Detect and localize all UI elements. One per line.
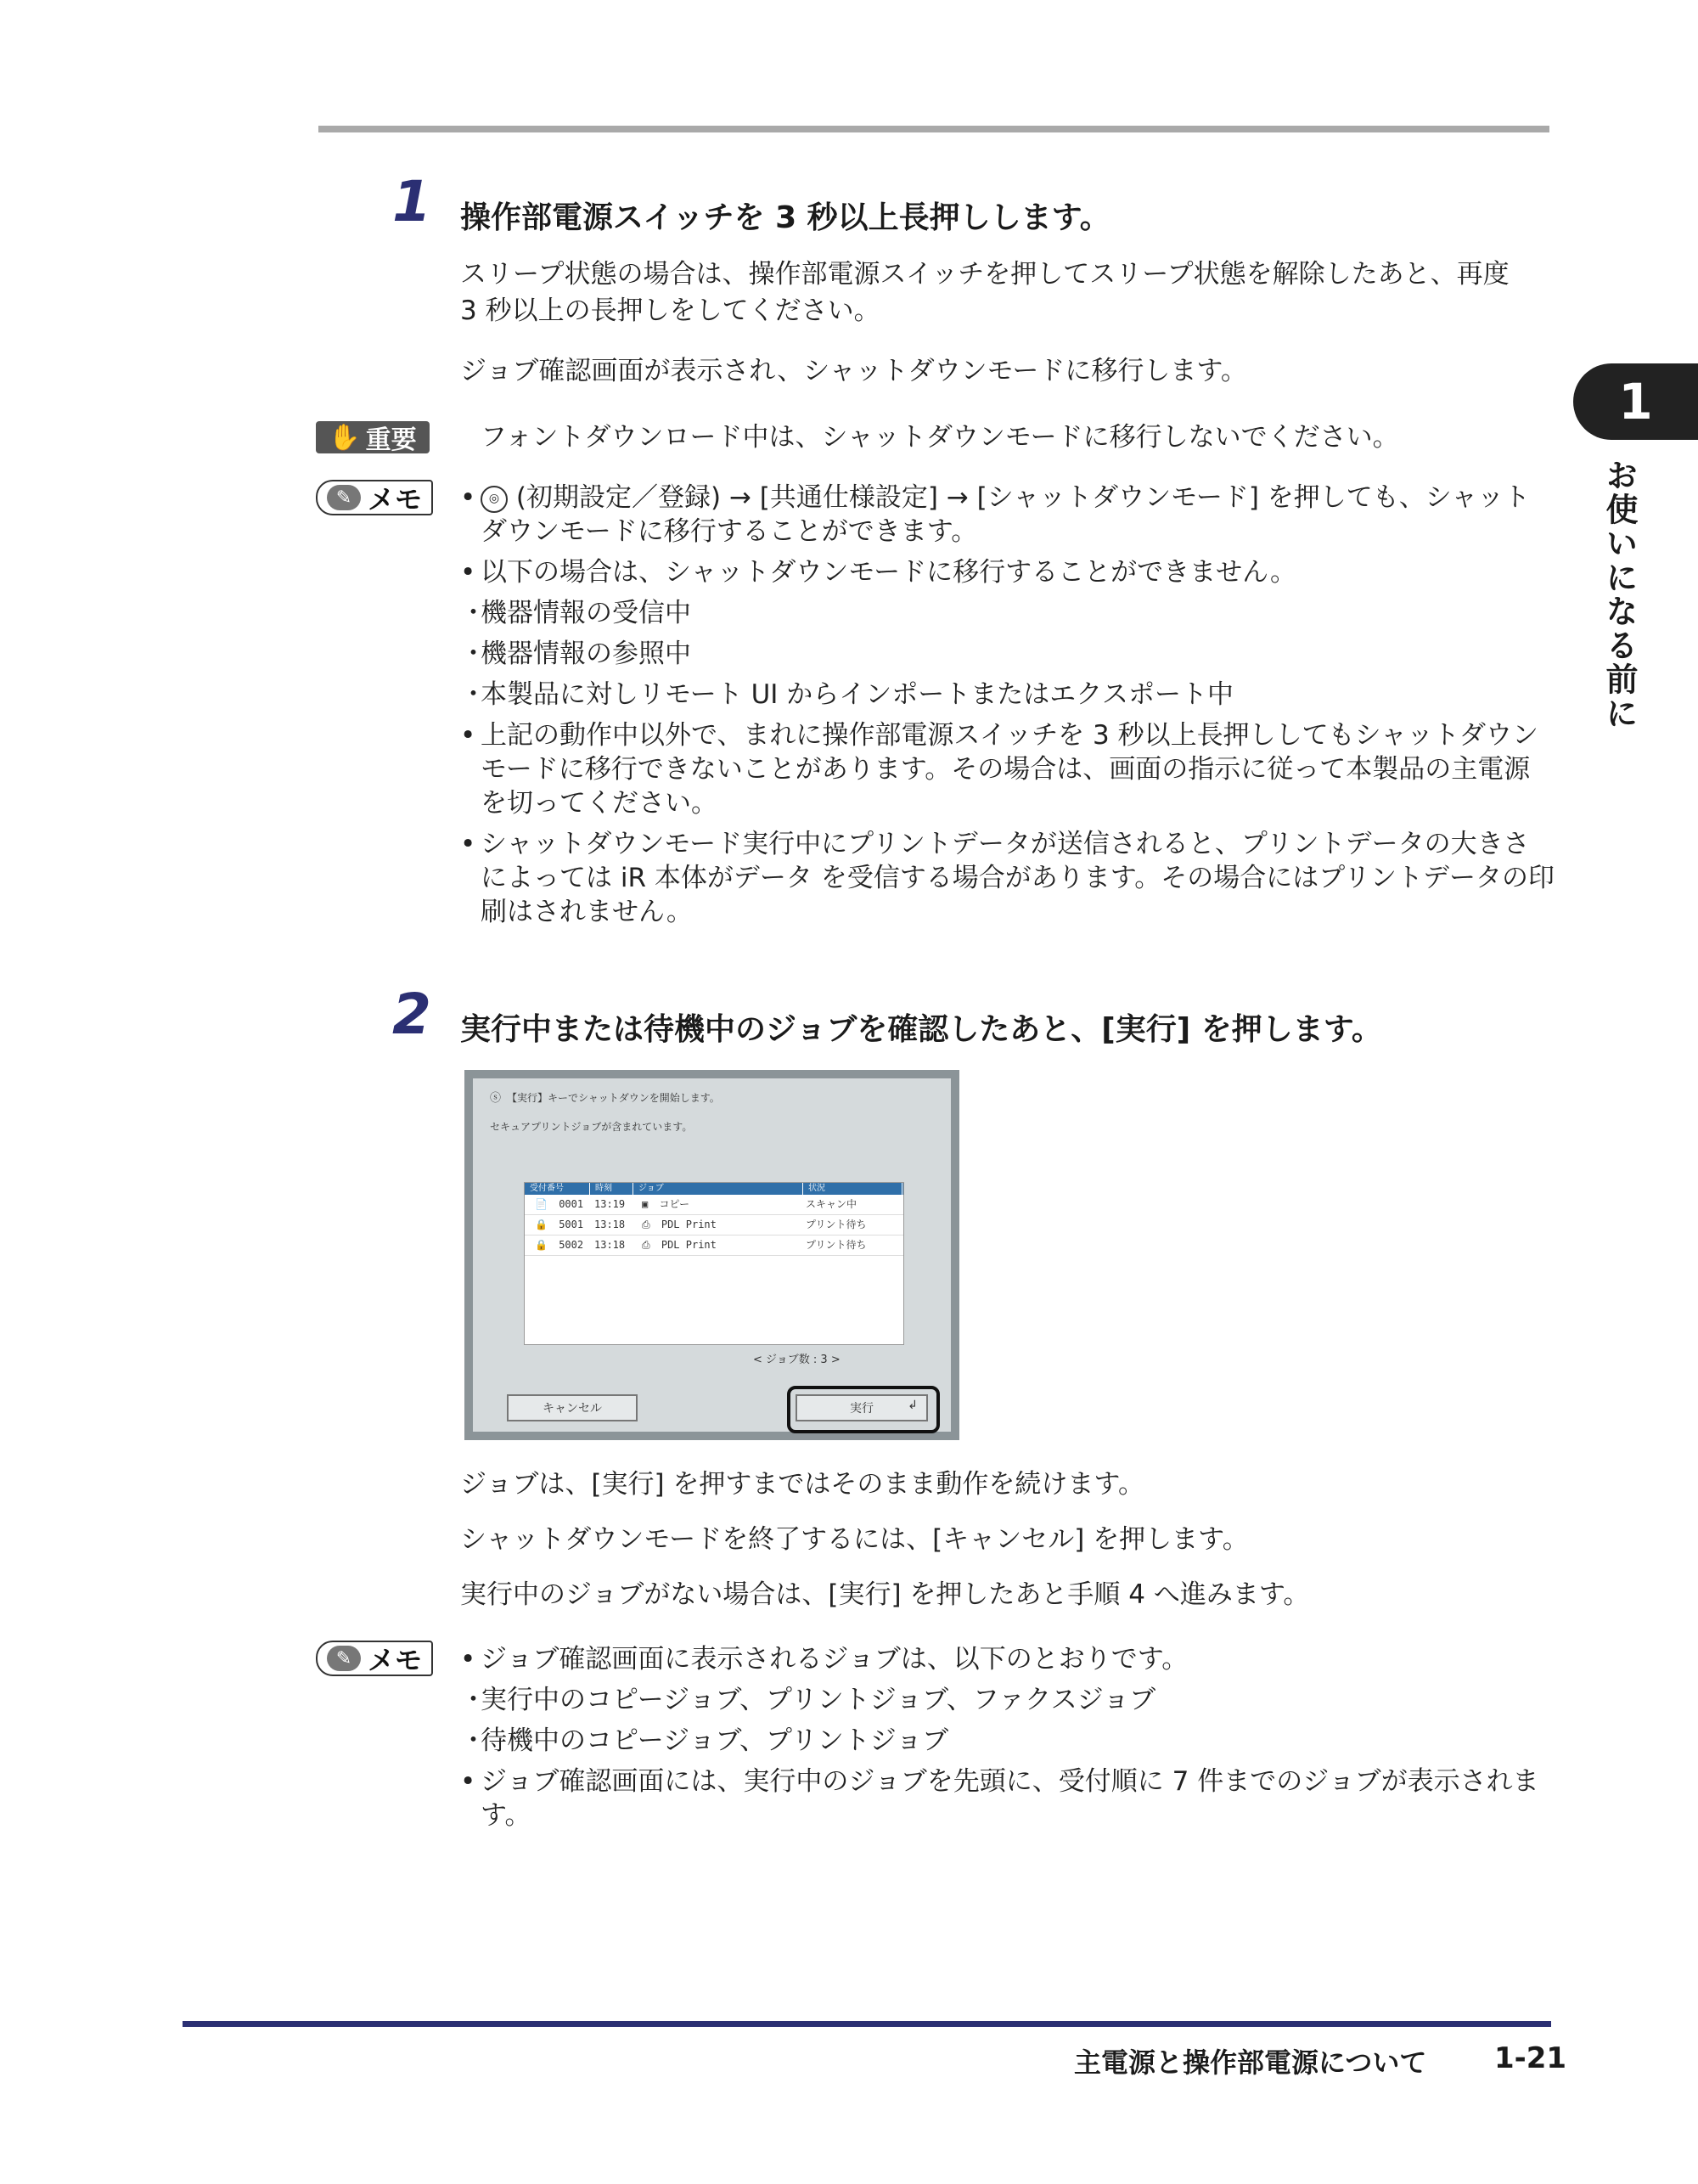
header-status: 状況 <box>803 1183 902 1195</box>
memo-1-item-1-text: (初期設定／登録) → [共通仕様設定] → [シャットダウンモード] を押しても、シャットダウンモードに移行することができます。 <box>481 482 1531 547</box>
step-1-paragraph-1 <box>460 256 1555 329</box>
step-1-paragraph-1-line-1: スリープ状態の場合は、操作部電源スイッチを押してスリープ状態を解除したあと、再度 <box>460 259 1510 290</box>
step-1-paragraph-1-line-2: 3 秒以上の長押しをしてください。 <box>460 296 880 326</box>
step-2-title: 実行中または待機中のジョブを確認したあと、[実行] を押します。 <box>460 1012 1382 1047</box>
step-1-paragraph-2: ジョブ確認画面が表示され、シャットダウンモードに移行します。 <box>460 356 1247 386</box>
execute-highlight-frame <box>787 1386 940 1433</box>
enter-icon: ↲ <box>908 1399 918 1412</box>
row-id: 5002 <box>559 1239 584 1251</box>
memo-2-item-4: • ジョブ確認画面には、実行中のジョブを先頭に、受付順に 7 件までのジョブが表示されます。 <box>460 1765 1555 1832</box>
hand-icon: ✋ <box>329 422 361 453</box>
important-text: フォントダウンロード中は、シャットダウンモードに移行しないでください。 <box>481 422 1399 453</box>
job-confirmation-screen <box>464 1070 959 1440</box>
table-row[interactable] <box>525 1195 903 1215</box>
screen-message-2: セキュアプリントジョブが含まれています。 <box>490 1121 693 1133</box>
screen-inner <box>473 1078 951 1432</box>
job-table-header <box>525 1183 903 1195</box>
copy-icon: ▣ <box>642 1198 649 1210</box>
lock-icon: 🔒 <box>535 1239 548 1251</box>
chapter-tab: 1 <box>1573 363 1698 440</box>
job-count: < ジョブ数 : 3 > <box>753 1354 841 1366</box>
row-job-cell <box>632 1236 801 1255</box>
memo-1-item-4: ・ 機器情報の参照中 <box>460 637 1555 671</box>
copy-doc-icon: 📄 <box>535 1198 548 1210</box>
memo-2-list <box>460 1642 1555 1839</box>
memo-label-2 <box>316 1641 433 1676</box>
row-id-cell <box>525 1195 589 1214</box>
row-job-cell <box>632 1195 801 1214</box>
memo-1-list <box>460 481 1555 936</box>
memo-label-2-text: メモ <box>367 1644 422 1676</box>
memo-2-item-3: ・ 待機中のコピージョブ、プリントジョブ <box>460 1724 1555 1758</box>
row-time: 13:19 <box>594 1198 626 1210</box>
table-row[interactable] <box>525 1215 903 1236</box>
memo-1-item-5: ・ 本製品に対しリモート UI からインポートまたはエクスポート中 <box>460 678 1555 712</box>
step-number-2: 2 <box>392 982 431 1047</box>
row-id: 0001 <box>559 1198 584 1210</box>
memo-1-item-2: • 以下の場合は、シャットダウンモードに移行することができません。 <box>460 555 1555 589</box>
memo-label-text: メモ <box>367 483 422 515</box>
row-status: プリント待ち <box>806 1219 867 1230</box>
chapter-title-vertical: お使いになる前に <box>1600 459 1638 730</box>
top-rule <box>318 126 1549 132</box>
shutdown-info-icon: ⓢ <box>490 1092 502 1105</box>
step-1-title: 操作部電源スイッチを 3 秒以上長押しします。 <box>460 200 1110 235</box>
printer-icon: ⎙ <box>642 1239 650 1251</box>
row-status: プリント待ち <box>806 1239 867 1251</box>
step-2-paragraph-2: シャットダウンモードを終了するには、[キャンセル] を押します。 <box>460 1524 1249 1555</box>
pencil-icon: ✎ <box>327 485 361 510</box>
printer-icon: ⎙ <box>642 1219 650 1230</box>
cancel-button[interactable]: キャンセル <box>507 1394 638 1421</box>
page-number: 1-21 <box>1494 2041 1567 2075</box>
lock-icon: 🔒 <box>535 1219 548 1230</box>
row-id: 5001 <box>559 1219 584 1230</box>
memo-1-item-1 <box>460 481 1555 549</box>
memo-1-item-6: • 上記の動作中以外で、まれに操作部電源スイッチを 3 秒以上長押ししてもシャットダウンモードに移行できないことがあります。その場合は、画面の指示に従って本製品の主電源を切ってください。 <box>460 718 1555 820</box>
row-time: 13:18 <box>594 1219 626 1230</box>
row-status: スキャン中 <box>806 1198 857 1210</box>
bottom-rule <box>183 2021 1551 2027</box>
settings-key-icon: ◎ <box>481 486 508 513</box>
memo-1-item-7: • シャットダウンモード実行中にプリントデータが送信されると、プリントデータの大きさによっては iR 本体がデータ を受信する場合があります。その場合にはプリントデータの印刷はされません。 <box>460 827 1555 929</box>
important-label-text: 重要 <box>365 425 417 455</box>
row-id-cell <box>525 1215 589 1235</box>
row-job: コピー <box>659 1198 689 1210</box>
row-job: PDL Print <box>661 1219 717 1230</box>
execute-button-label: 実行 <box>850 1402 874 1416</box>
header-job: ジョブ <box>633 1183 803 1195</box>
screen-message-1: 【実行】キーでシャットダウンを開始します。 <box>507 1092 720 1104</box>
table-row[interactable] <box>525 1236 903 1256</box>
job-table <box>524 1182 904 1345</box>
row-id-cell <box>525 1236 589 1255</box>
header-id: 受付番号 <box>525 1183 590 1195</box>
step-2-paragraph-3: 実行中のジョブがない場合は、[実行] を押したあと手順 4 へ進みます。 <box>460 1579 1310 1610</box>
memo-1-item-3: ・ 機器情報の受信中 <box>460 596 1555 630</box>
pencil-icon: ✎ <box>327 1646 361 1671</box>
memo-2-item-1: • ジョブ確認画面に表示されるジョブは、以下のとおりです。 <box>460 1642 1555 1676</box>
header-time: 時刻 <box>590 1183 633 1195</box>
footer-title: 主電源と操作部電源について <box>1074 2046 1427 2079</box>
step-number-1: 1 <box>392 169 431 234</box>
important-label <box>316 421 430 453</box>
memo-label <box>316 480 433 515</box>
step-2-paragraph-1: ジョブは、[実行] を押すまではそのまま動作を続けます。 <box>460 1469 1144 1500</box>
memo-2-item-2: ・ 実行中のコピージョブ、プリントジョブ、ファクスジョブ <box>460 1683 1555 1717</box>
row-job: PDL Print <box>661 1239 717 1251</box>
row-time: 13:18 <box>594 1239 626 1251</box>
row-job-cell <box>632 1215 801 1235</box>
